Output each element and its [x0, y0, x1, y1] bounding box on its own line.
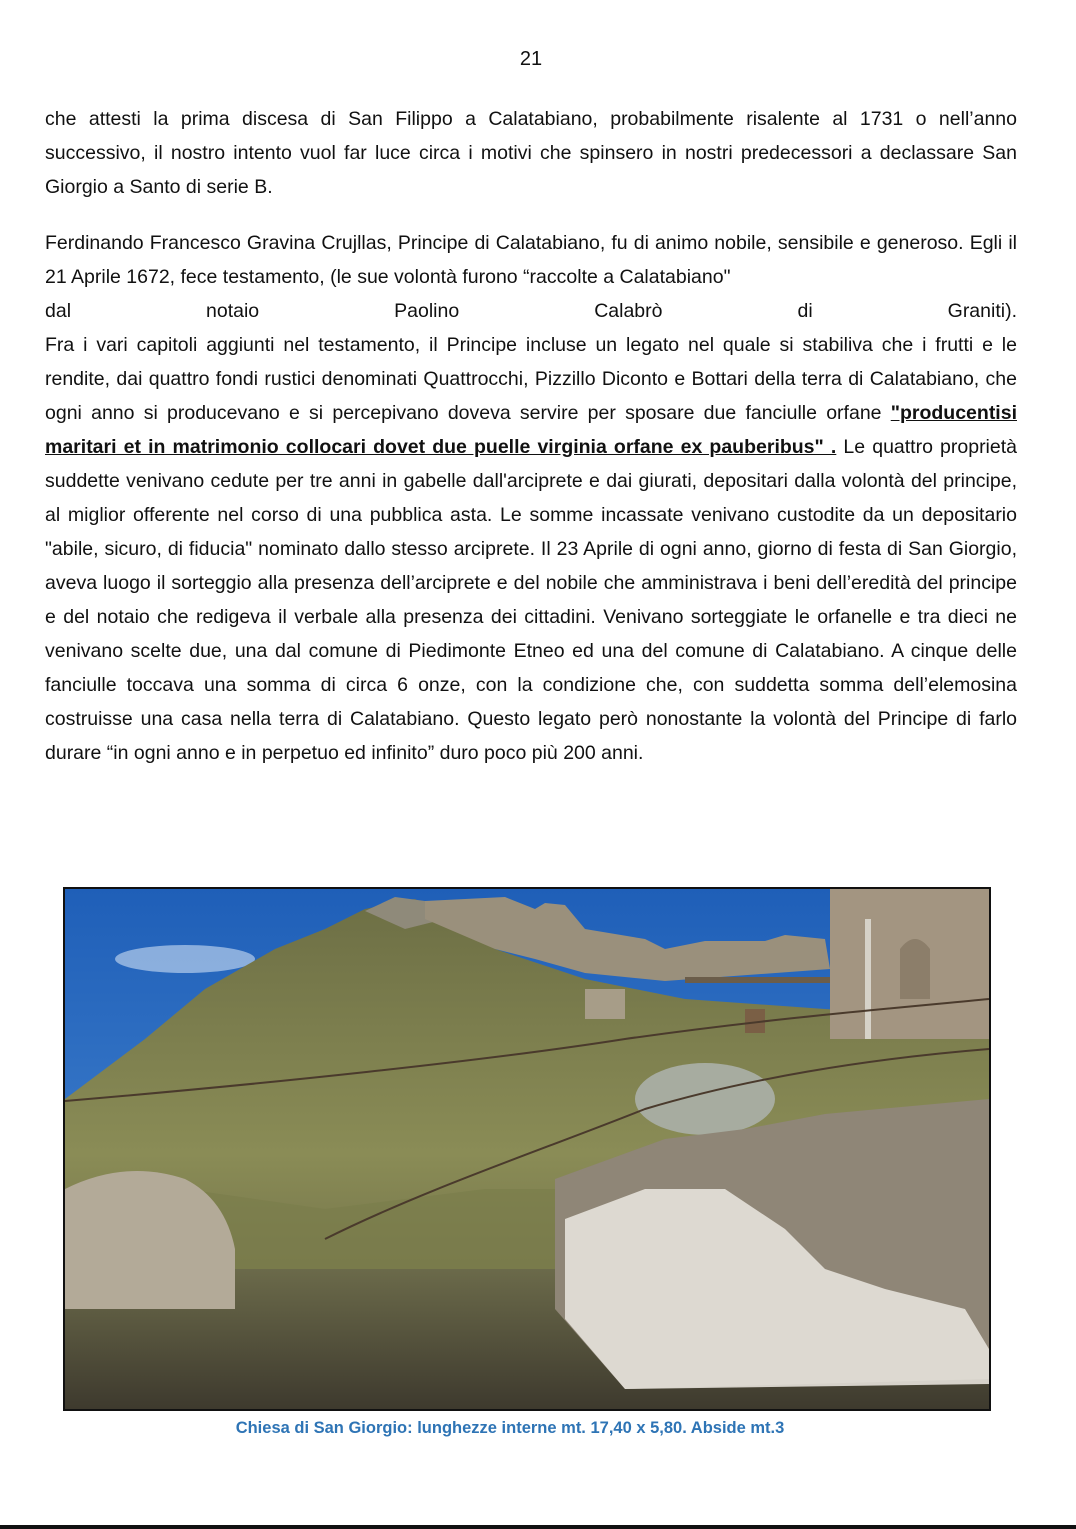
- paragraph-1: [45, 102, 1017, 204]
- grey-shrub: [635, 1063, 775, 1135]
- paragraph-1-text: che attesti la prima discesa di San Filippo a Calatabiano, probabilmente risalente al 1731 o nell’anno successivo, il nostro intento vuol far luce circa i motivi che spinsero in nostri predecessori a declassare San Giorgio a Santo di serie B.: [45, 108, 1017, 198]
- photo-illustration: [65, 889, 989, 1409]
- church-ruins-photo: [63, 887, 991, 1411]
- bottom-rule: [0, 1525, 1076, 1529]
- paragraph-2-line-c: Fra i vari capitoli aggiunti nel testamento, il Principe incluse un legato nel quale si stabiliva che i frutti e le rendite, dai quattro fondi rustici denominati Quattrocchi, Pizzillo Diconto e Bottari della terra di Calatabiano, che ogni anno si producevano e si percepivano doveva servire per sposare due fanciulle orfane: [45, 334, 1017, 424]
- lamp-post: [865, 919, 871, 1039]
- photo-caption: Chiesa di San Giorgio: lunghezze interne mt. 17,40 x 5,80. Abside mt.3: [235, 1419, 785, 1437]
- paragraph-2: [45, 226, 1017, 770]
- small-building: [585, 989, 625, 1019]
- church-portal: [900, 939, 930, 999]
- paragraph-2-line-b: dal notaio Paolino Calabrò di Graniti).: [45, 300, 1017, 322]
- cloud: [115, 945, 255, 973]
- paragraph-2-line-a: Ferdinando Francesco Gravina Crujllas, Principe di Calatabiano, fu di animo nobile, sensibile e generoso. Egli il 21 Aprile 1672, fece testamento, (le sue volontà furono “raccolte a Calatabiano": [45, 232, 1017, 288]
- paragraph-2-text: [45, 226, 1017, 770]
- latin-quote: "producentisi maritari et in matrimonio collocari dovet due puelle virginia orfane ex pauberibus" .: [45, 402, 1017, 458]
- page-number: 21: [519, 48, 543, 70]
- paragraph-2-line-d: Le quattro proprietà suddette venivano cedute per tre anni in gabelle dall'arciprete e dai giurati, depositari dalla volontà del principe, al miglior offerente nel corso di una pubblica asta. Le somme incassate venivano custodite da un depositario "abile, sicuro, di fiducia" nominato dallo stesso arciprete. Il 23 Aprile di ogni anno, giorno di festa di San Giorgio, aveva luogo il sorteggio alla presenza dell’arciprete e del nobile che amministrava i beni dell’eredità del principe e del notaio che redigeva il verbale alla presenza dei cittadini. Venivano sorteggiate le orfanelle e tra dieci ne venivano scelte due, una dal comune di Piedimonte Etneo ed una del comune di Calatabiano. A cinque delle fanciulle toccava una somma di circa 6 onze, con la condizione che, con suddetta somma dell’elemosina costruisse una casa nella terra di Calatabiano. Questo legato però nonostante la volontà del Principe di farlo durare “in ogni anno e in perpetuo ed infinito” duro poco più 200 anni.: [45, 436, 1017, 764]
